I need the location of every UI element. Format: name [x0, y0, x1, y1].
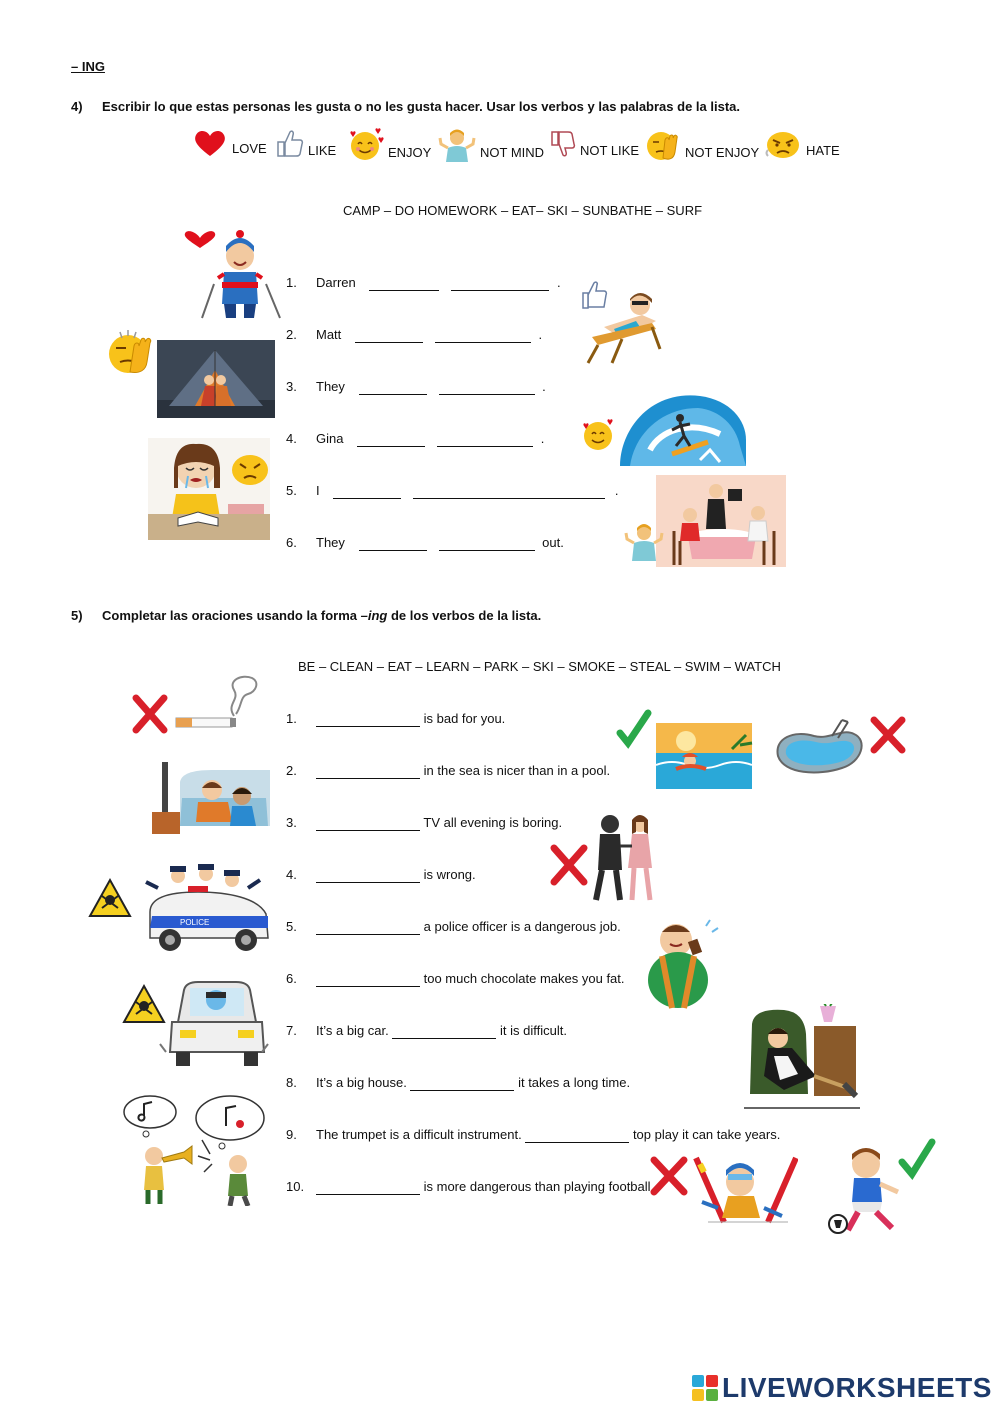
facepalm-face-icon	[106, 330, 156, 376]
exercise-4-instruction: Escribir lo que estas personas les gusta o no les gusta hacer. Usar los verbos y las palabras de la lista.	[102, 99, 740, 114]
football-illustration	[826, 1138, 936, 1238]
item-end: .	[542, 379, 546, 394]
item-end: .	[540, 431, 545, 446]
answer-field-2b[interactable]	[435, 328, 531, 343]
instruction-text: Completar las oraciones usando la forma	[102, 608, 361, 623]
legend-hate	[764, 128, 840, 160]
eating-out-not-mind-illustration	[624, 475, 786, 567]
homework-hate-illustration	[148, 438, 270, 540]
legend-enjoy	[346, 128, 431, 162]
exercise-5-item-2	[286, 763, 610, 779]
item-number: 1.	[286, 711, 297, 726]
item-end: .	[557, 275, 561, 290]
answer-field-5-10[interactable]	[316, 1180, 420, 1195]
watching-tv-illustration	[152, 762, 270, 836]
legend-label: NOT ENJOY	[685, 145, 760, 160]
answer-field-5-2[interactable]	[316, 764, 420, 779]
emotion-legend	[190, 128, 850, 168]
exercise-4-word-list: CAMP – DO HOMEWORK – EAT– SKI – SUNBATHE – SURF	[343, 203, 703, 218]
answer-field-5b[interactable]	[413, 484, 605, 499]
surfing-enjoy-illustration	[580, 390, 746, 466]
item-text: The trumpet is a difficult instrument.	[316, 1127, 522, 1142]
liveworksheets-logo	[692, 1372, 992, 1404]
thumbs-up-icon	[276, 128, 304, 160]
exercise-5-item-1	[286, 711, 505, 727]
legend-label: NOT LIKE	[580, 143, 640, 158]
answer-field-2a[interactable]	[355, 328, 423, 343]
exercise-5-instruction	[102, 608, 541, 623]
answer-field-4b[interactable]	[437, 432, 533, 447]
item-number: 9.	[286, 1127, 297, 1142]
eating-chocolate-illustration	[636, 916, 722, 1012]
angry-face-icon	[764, 128, 802, 160]
answer-field-5-1[interactable]	[316, 712, 420, 727]
brand-name: LIVEWORKSHEETS	[722, 1372, 992, 1403]
item-text: it takes a long time.	[518, 1075, 631, 1090]
item-number: 6.	[286, 971, 297, 986]
exercise-5-item-8	[286, 1075, 630, 1091]
facepalm-face-icon	[643, 128, 681, 162]
no-stealing-illustration	[550, 810, 664, 902]
exercise-5-item-4	[286, 867, 476, 883]
sea-swimming-illustration	[616, 705, 756, 789]
item-number: 5.	[286, 483, 297, 498]
answer-field-5-6[interactable]	[316, 972, 420, 987]
item-subject: Matt	[316, 327, 342, 342]
answer-field-1a[interactable]	[369, 276, 439, 291]
item-text: It’s a big house.	[316, 1075, 407, 1090]
answer-field-6a[interactable]	[359, 536, 427, 551]
item-number: 1.	[286, 275, 297, 290]
item-number: 5.	[286, 919, 297, 934]
sunbathing-like-illustration	[582, 277, 664, 365]
item-text: it is difficult.	[500, 1023, 567, 1038]
item-number: 6.	[286, 535, 297, 550]
item-text: is bad for you.	[423, 711, 506, 726]
exercise-4-item-2	[286, 327, 542, 343]
item-subject: They	[316, 535, 345, 550]
legend-label: NOT MIND	[480, 145, 545, 160]
thumbs-down-icon	[550, 128, 576, 160]
answer-field-3b[interactable]	[439, 380, 535, 395]
item-subject: Gina	[316, 431, 344, 446]
item-text: It’s a big car.	[316, 1023, 389, 1038]
exercise-4-item-6	[286, 535, 564, 551]
item-subject: Darren	[316, 275, 356, 290]
parking-car-illustration	[120, 974, 270, 1070]
item-number: 2.	[286, 763, 297, 778]
answer-field-1b[interactable]	[451, 276, 549, 291]
exercise-5-item-9	[286, 1127, 780, 1143]
legend-label: LOVE	[232, 141, 267, 156]
no-smoking-illustration	[130, 668, 262, 740]
answer-field-5a[interactable]	[333, 484, 401, 499]
instruction-emphasis: –ing	[360, 608, 388, 623]
answer-field-3a[interactable]	[359, 380, 427, 395]
item-end: .	[614, 483, 619, 498]
item-number: 4.	[286, 431, 297, 446]
item-number: 4.	[286, 867, 297, 882]
legend-love	[192, 128, 267, 158]
instruction-text: de los verbos de la lista.	[387, 608, 542, 623]
exercise-4-item-3	[286, 379, 546, 395]
answer-field-5-9[interactable]	[525, 1128, 629, 1143]
no-skiing-illustration	[648, 1152, 798, 1230]
no-pool-illustration	[772, 712, 910, 782]
answer-field-5-7[interactable]	[392, 1024, 496, 1039]
liveworksheets-logo-icon	[692, 1375, 718, 1401]
exercise-5-word-list: BE – CLEAN – EAT – LEARN – PARK – SKI – SMOKE – STEAL – SWIM – WATCH	[298, 659, 781, 674]
item-text: too much chocolate makes you fat.	[423, 971, 625, 986]
shrugging-person-icon	[438, 128, 476, 162]
legend-not-enjoy	[643, 128, 759, 162]
exercise-4-item-4	[286, 431, 544, 447]
answer-field-5-5[interactable]	[316, 920, 420, 935]
exercise-5-item-7	[286, 1023, 567, 1039]
item-number: 2.	[286, 327, 297, 342]
item-number: 3.	[286, 815, 297, 830]
exercise-5-item-10	[286, 1179, 654, 1195]
item-end: out.	[542, 535, 564, 550]
exercise-5-item-6	[286, 971, 625, 987]
answer-field-5-8[interactable]	[410, 1076, 514, 1091]
item-end: .	[538, 327, 543, 342]
legend-not-mind	[438, 128, 544, 162]
answer-field-5-4[interactable]	[316, 868, 420, 883]
legend-label: HATE	[806, 143, 840, 158]
legend-not-like	[550, 128, 639, 160]
item-text: top play it can take years.	[632, 1127, 781, 1142]
cleaning-house-illustration	[744, 1004, 860, 1110]
item-subject: I	[316, 483, 320, 498]
item-text: is more dangerous than playing football.	[423, 1179, 655, 1194]
item-text: TV all evening is boring.	[423, 815, 563, 830]
exercise-5-number: 5)	[71, 608, 83, 623]
legend-like	[276, 128, 336, 160]
item-text: in the sea is nicer than in a pool.	[423, 763, 611, 778]
learning-trumpet-illustration	[118, 1094, 268, 1206]
exercise-5-item-5	[286, 919, 621, 935]
item-subject: They	[316, 379, 345, 394]
item-number: 10.	[286, 1179, 305, 1194]
item-number: 3.	[286, 379, 297, 394]
item-number: 8.	[286, 1075, 297, 1090]
answer-field-4a[interactable]	[357, 432, 425, 447]
page-title: – ING	[71, 59, 105, 74]
answer-field-5-3[interactable]	[316, 816, 420, 831]
item-number: 7.	[286, 1023, 297, 1038]
heart-icon	[192, 128, 228, 158]
exercise-4-item-1	[286, 275, 561, 291]
exercise-4-number: 4)	[71, 99, 83, 114]
exercise-4-item-5	[286, 483, 619, 499]
answer-field-6b[interactable]	[439, 536, 535, 551]
police-officer-illustration	[88, 858, 272, 954]
camping-tent-illustration	[157, 340, 275, 418]
smiling-hearts-face-icon	[346, 128, 384, 162]
legend-label: ENJOY	[388, 145, 432, 160]
skier-love-illustration	[180, 226, 285, 321]
exercise-5-item-3	[286, 815, 562, 831]
item-text: a police officer is a dangerous job.	[423, 919, 621, 934]
item-text: is wrong.	[423, 867, 476, 882]
svg-text:POLICE: POLICE	[180, 918, 210, 927]
legend-label: LIKE	[308, 143, 337, 158]
